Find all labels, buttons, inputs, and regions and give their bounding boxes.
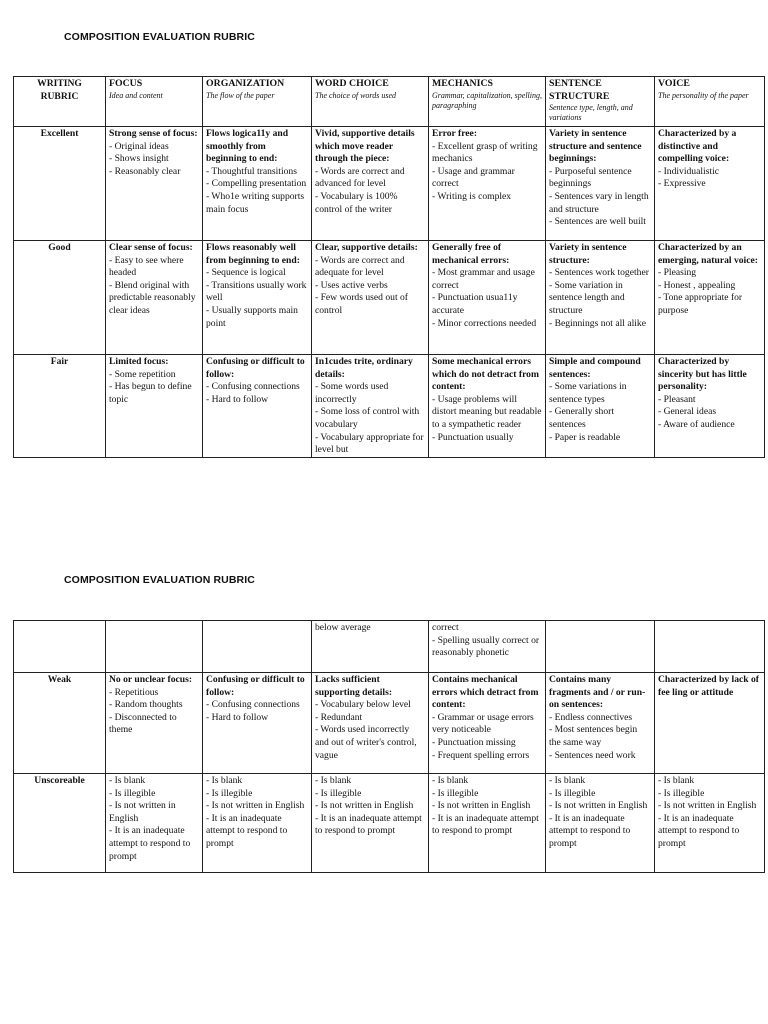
cell-line-text: - Reasonably clear bbox=[109, 165, 181, 177]
cell-line-text: - Few words used out of control bbox=[315, 292, 408, 316]
rubric-cell bbox=[312, 127, 429, 241]
rubric-cell bbox=[546, 621, 655, 673]
cell-line-text: - Sentences vary in length and structure bbox=[549, 190, 649, 215]
cell-line-text: - Easy to see where headed bbox=[109, 254, 184, 279]
rubric-row bbox=[14, 127, 765, 241]
column-header-focus bbox=[106, 77, 203, 127]
column-subtitle: Sentence type, length, and variations bbox=[549, 103, 633, 123]
cell-line-text: - It is an inadequate attempt to respond to prompt bbox=[315, 812, 422, 837]
rubric-level-label: Fair bbox=[14, 355, 106, 458]
rubric-cell bbox=[106, 621, 203, 673]
cell-lead-text: No or unclear focus: bbox=[109, 674, 193, 685]
rubric-cell bbox=[655, 774, 765, 873]
cell-lead-text: Some mechanical errors which do not detract from content: bbox=[432, 356, 539, 393]
rubric-cell bbox=[203, 673, 312, 774]
column-header-word-choice bbox=[312, 77, 429, 127]
column-title: WORD CHOICE bbox=[315, 78, 389, 89]
rubric-cell bbox=[203, 355, 312, 458]
rubric-cell bbox=[312, 673, 429, 774]
cell-line-text: - Writing is complex bbox=[432, 190, 512, 202]
column-subtitle: Idea and content bbox=[109, 90, 163, 100]
cell-line-text: - Excellent grasp of writing mechanics bbox=[432, 140, 538, 165]
cell-line-text: - Sentences need work bbox=[549, 749, 636, 761]
cell-line-text: - Vocabulary is 100% control of the writer bbox=[315, 190, 398, 215]
cell-line-text: - Sequence is logical bbox=[206, 267, 286, 279]
cell-line-text: - Is not written in English bbox=[549, 800, 648, 812]
cell-line-text: - Is illegible bbox=[206, 787, 253, 799]
cell-line-text: - Usually supports main point bbox=[206, 304, 298, 329]
cell-lead-text: Variety in sentence structure: bbox=[549, 242, 627, 266]
cell-line-text: - Sentences are well built bbox=[549, 216, 646, 228]
rubric-cell bbox=[312, 241, 429, 355]
cell-line-text: - Redundant bbox=[315, 711, 363, 723]
cell-lead-text: Characterized by lack of fee ling or attitude bbox=[658, 674, 759, 698]
cell-line-text: - Confusing connections bbox=[206, 381, 300, 393]
rubric-cell bbox=[655, 673, 765, 774]
cell-line-text: - Sentences work together bbox=[549, 267, 649, 279]
cell-line-text: - Pleasing bbox=[658, 267, 697, 279]
cell-lead-text: Characterized by an emerging, natural voice: bbox=[658, 242, 758, 266]
cell-line-text: - Some variation in sentence length and structure bbox=[549, 279, 625, 316]
column-header-organization bbox=[203, 77, 312, 127]
cell-lead-text: Contains mechanical errors which detract from content: bbox=[432, 674, 539, 711]
cell-line-text: - Is blank bbox=[315, 775, 352, 786]
rubric-cell bbox=[203, 241, 312, 355]
cell-line-text: - Shows insight bbox=[109, 153, 169, 165]
cell-line-text: - Disconnected to theme bbox=[109, 711, 177, 736]
cell-line-text: - Beginnings not all alike bbox=[549, 317, 646, 329]
cell-line-text: - Most grammar and usage correct bbox=[432, 267, 535, 291]
cell-line-text: - Punctuation usua11y accurate bbox=[432, 292, 518, 316]
rubric-cell bbox=[655, 355, 765, 458]
rubric-level-label: Excellent bbox=[14, 127, 106, 241]
page-heading: COMPOSITION EVALUATION RUBRIC bbox=[64, 31, 255, 43]
rubric-cell bbox=[429, 673, 546, 774]
rubric-cell bbox=[429, 241, 546, 355]
rubric-cell bbox=[429, 774, 546, 873]
cell-line-text: - Repetitious bbox=[109, 686, 159, 698]
corner-label-line: RUBRIC bbox=[40, 90, 79, 102]
cell-lead-text: Characterized by sincerity but has little personality: bbox=[658, 356, 747, 393]
rubric-cell bbox=[546, 355, 655, 458]
cell-line-text: - Honest , appealing bbox=[658, 279, 736, 291]
rubric-table-page-2 bbox=[13, 620, 765, 873]
cell-line-text: - Words are correct and advanced for level bbox=[315, 165, 405, 190]
column-title: MECHANICS bbox=[432, 78, 493, 89]
cell-lead-text: Flows logica11y and smoothly from beginning to end: bbox=[206, 128, 289, 165]
rubric-corner-label bbox=[14, 77, 106, 127]
cell-line-text: - Is not written in English bbox=[315, 800, 414, 812]
cell-lead-text: Characterized by a distinctive and compelling voice: bbox=[658, 128, 737, 165]
cell-lead-text: Strong sense of focus: bbox=[109, 128, 198, 139]
corner-label-line: WRITING bbox=[37, 78, 82, 89]
cell-lead-text: Clear sense of focus: bbox=[109, 242, 193, 253]
cell-line-text: - Is blank bbox=[658, 775, 695, 786]
column-header-voice bbox=[655, 77, 765, 127]
column-subtitle: The choice of words used bbox=[315, 90, 397, 100]
rubric-table-page-1 bbox=[13, 76, 765, 458]
cell-line-text: - Tone appropriate for purpose bbox=[658, 292, 743, 316]
rubric-cell bbox=[106, 241, 203, 355]
cell-line-text: - Is blank bbox=[206, 775, 243, 786]
cell-line-text: - It is an inadequate attempt to respond to prompt bbox=[206, 812, 288, 849]
cell-lead-text: Contains many fragments and / or run-on sentences: bbox=[549, 674, 646, 711]
cell-line-text: - Minor corrections needed bbox=[432, 317, 537, 329]
rubric-cell bbox=[546, 774, 655, 873]
cell-line-text: - Expressive bbox=[658, 178, 706, 190]
cell-line-text: - Pleasant bbox=[658, 393, 696, 405]
cell-line-text: - Compelling presentation bbox=[206, 178, 307, 190]
cell-line-text: - Hard to follow bbox=[206, 711, 269, 723]
rubric-level-label: Weak bbox=[14, 673, 106, 774]
rubric-cell bbox=[429, 127, 546, 241]
cell-line-text: - Is illegible bbox=[549, 787, 596, 799]
cell-line-text: - Some repetition bbox=[109, 368, 176, 380]
cell-line-text: - It is an inadequate attempt to respond to prompt bbox=[549, 812, 631, 849]
rubric-row bbox=[14, 241, 765, 355]
column-title: ORGANIZATION bbox=[206, 78, 285, 89]
cell-line-text: correct bbox=[432, 622, 459, 633]
cell-line-text: - Is blank bbox=[109, 775, 146, 786]
rubric-cell bbox=[546, 127, 655, 241]
cell-line-text: - Frequent spelling errors bbox=[432, 749, 530, 761]
rubric-cell bbox=[106, 774, 203, 873]
cell-lead-text: Simple and compound sentences: bbox=[549, 356, 641, 380]
rubric-cell bbox=[655, 127, 765, 241]
cell-line-text: - Confusing connections bbox=[206, 699, 300, 711]
cell-line-text: - General ideas bbox=[658, 406, 717, 418]
cell-line-text: - Transitions usually work well bbox=[206, 279, 307, 304]
cell-line-text: - Is not written in English bbox=[658, 800, 757, 812]
column-subtitle: The personality of the paper bbox=[658, 90, 749, 100]
cell-line-text: - Usage and grammar correct bbox=[432, 165, 515, 190]
cell-line-text: - Is not written in English bbox=[206, 800, 305, 812]
rubric-cell bbox=[655, 241, 765, 355]
cell-line-text: - Vocabulary appropriate for level but bbox=[315, 431, 424, 456]
rubric-cell bbox=[312, 774, 429, 873]
cell-lead-text: Error free: bbox=[432, 128, 478, 139]
header-row bbox=[14, 77, 765, 127]
cell-line-text: - Is illegible bbox=[658, 787, 705, 799]
column-subtitle: The flow of the paper bbox=[206, 90, 275, 100]
rubric-row bbox=[14, 774, 765, 873]
cell-line-text: - Original ideas bbox=[109, 140, 169, 152]
rubric-cell bbox=[546, 241, 655, 355]
cell-line-text: - Has begun to define topic bbox=[109, 381, 192, 405]
cell-line-text: - Uses active verbs bbox=[315, 279, 388, 291]
rubric-level-label: Good bbox=[14, 241, 106, 355]
cell-line-text: - It is an inadequate attempt to respond to prompt bbox=[432, 812, 539, 837]
page-heading: COMPOSITION EVALUATION RUBRIC bbox=[64, 574, 255, 586]
cell-line-text: - Some words used incorrectly bbox=[315, 381, 389, 405]
cell-line-text: - Vocabulary below level bbox=[315, 699, 411, 711]
cell-line-text: - Usage problems will distort meaning but readable to a sympathetic reader bbox=[432, 393, 542, 430]
cell-lead-text: Limited focus: bbox=[109, 356, 169, 367]
cell-line-text: - It is an inadequate attempt to respond to prompt bbox=[658, 812, 740, 849]
cell-line-text: - Is blank bbox=[549, 775, 586, 786]
rubric-row bbox=[14, 621, 765, 673]
cell-line-text: - Who1e writing supports main focus bbox=[206, 190, 305, 215]
cell-line-text: - Purposeful sentence beginnings bbox=[549, 165, 632, 190]
cell-lead-text: Confusing or difficult to follow: bbox=[206, 356, 305, 380]
rubric-cell bbox=[106, 355, 203, 458]
rubric-cell bbox=[429, 621, 546, 673]
cell-line-text: - Is illegible bbox=[432, 787, 479, 799]
column-header-mechanics bbox=[429, 77, 546, 127]
cell-line-text: - Thoughtful transitions bbox=[206, 165, 297, 177]
cell-lead-text: Vivid, supportive details which move reader through the piece: bbox=[315, 128, 415, 165]
cell-line-text: - Punctuation missing bbox=[432, 736, 516, 748]
cell-line-text: - Words used incorrectly and out of writer's control, vague bbox=[315, 724, 417, 761]
rubric-cell bbox=[546, 673, 655, 774]
cell-line-text: - Generally short sentences bbox=[549, 406, 615, 430]
rubric-cell bbox=[655, 621, 765, 673]
rubric-row bbox=[14, 673, 765, 774]
cell-line-text: - Is not written in English bbox=[432, 800, 531, 812]
rubric-level-label bbox=[14, 621, 106, 673]
cell-line-text: - Individualistic bbox=[658, 165, 720, 177]
cell-lead-text: Confusing or difficult to follow: bbox=[206, 674, 305, 698]
rubric-cell bbox=[312, 621, 429, 673]
cell-line-text: - Random thoughts bbox=[109, 699, 183, 711]
cell-line-text: - Paper is readable bbox=[549, 431, 621, 443]
cell-line-text: - Aware of audience bbox=[658, 418, 735, 430]
cell-line-text: - Hard to follow bbox=[206, 393, 269, 405]
cell-line-text: below average bbox=[315, 622, 371, 633]
rubric-cell bbox=[429, 355, 546, 458]
cell-line-text: - Is illegible bbox=[315, 787, 362, 799]
cell-line-text: - Is blank bbox=[432, 775, 469, 786]
column-header-sentence-structure bbox=[546, 77, 655, 127]
cell-line-text: - Some variations in sentence types bbox=[549, 381, 627, 405]
rubric-cell bbox=[312, 355, 429, 458]
cell-line-text: - It is an inadequate attempt to respond to prompt bbox=[109, 825, 191, 862]
cell-line-text: - Is not written in English bbox=[109, 800, 176, 824]
cell-line-text: - Endless connectives bbox=[549, 711, 633, 723]
cell-lead-text: Clear, supportive details: bbox=[315, 242, 418, 253]
rubric-cell bbox=[106, 673, 203, 774]
cell-lead-text: In1cudes trite, ordinary details: bbox=[315, 356, 413, 380]
rubric-row bbox=[14, 355, 765, 458]
cell-line-text: - Most sentences begin the same way bbox=[549, 724, 638, 748]
cell-lead-text: Variety in sentence structure and sentence beginnings: bbox=[549, 128, 642, 165]
cell-line-text: - Spelling usually correct or reasonably phonetic bbox=[432, 634, 540, 659]
cell-line-text: - Punctuation usually bbox=[432, 431, 514, 443]
cell-lead-text: Lacks sufficient supporting details: bbox=[315, 674, 393, 698]
rubric-level-label: Unscoreable bbox=[14, 774, 106, 873]
cell-lead-text: Generally free of mechanical errors: bbox=[432, 242, 510, 266]
cell-line-text: - Some loss of control with vocabulary bbox=[315, 406, 420, 430]
rubric-cell bbox=[106, 127, 203, 241]
cell-line-text: - Blend original with predictable reasonably clear ideas bbox=[109, 279, 196, 316]
cell-line-text: - Is illegible bbox=[109, 787, 156, 799]
column-title: VOICE bbox=[658, 78, 690, 89]
column-title: SENTENCE STRUCTURE bbox=[549, 78, 610, 102]
column-title: FOCUS bbox=[109, 78, 143, 89]
rubric-cell bbox=[203, 127, 312, 241]
column-subtitle: Grammar, capitalization, spelling, paragraphing bbox=[432, 90, 543, 110]
rubric-cell bbox=[203, 621, 312, 673]
cell-line-text: - Words are correct and adequate for level bbox=[315, 254, 405, 279]
rubric-cell bbox=[203, 774, 312, 873]
cell-line-text: - Grammar or usage errors very noticeable bbox=[432, 711, 534, 736]
cell-lead-text: Flows reasonably well from beginning to end: bbox=[206, 242, 300, 266]
